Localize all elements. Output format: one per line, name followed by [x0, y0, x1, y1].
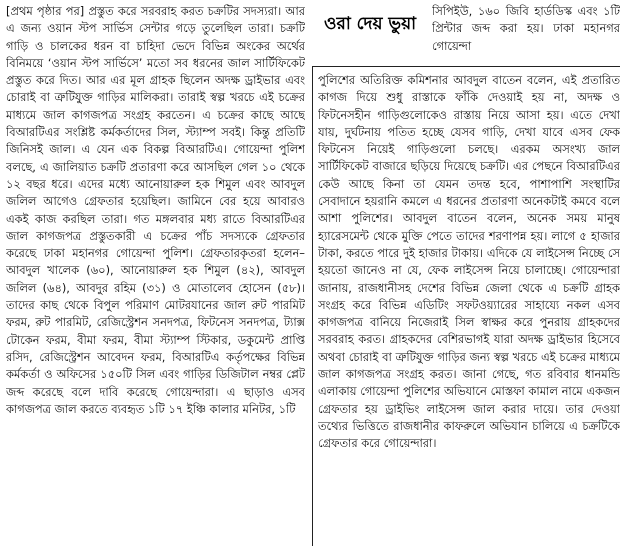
box-left-rule — [312, 66, 313, 546]
headline: ওরা দেয় ভুয়া — [323, 14, 417, 34]
right-column-text: পুলিশের অতিরিক্ত কমিশনার আবদুল বাতেন বলেন, এই প্রতারিত কাগজ দিয়ে শুধু রাস্তাকে ফাঁকি দেওয়াই হয় না, অদক্ষ ও ফিটনেসহীন গাড়িগুলোকেও রাস্তায় নিয়ে আসা হয়। এতে দেখা যায়, দুর্ঘটনায় পতিত হচ্ছে যেসব গাড়ি, দেখা যাবে এসব ফেক ফিটনেস নিয়েই গাড়িগুলো চলছে। এরকম অসংখ্য জাল সার্টিফিকেট বাজারে ছড়িয়ে দিয়েছে চক্রটি। এর পেছনে বিআরটিএর কেউ আছে কিনা তা যেমন তদন্ত হবে, পাশাপাশি সংস্থাটির সেবাদানে হয়রানি কমলে এ ধরনের প্রতারণা অনেকটাই কমবে বলে আশা পুলিশের। আবদুল বাতেন বলেন, অনেক সময় মানুষ হ্যারেসমেন্ট থেকে মুক্তি পেতে তাদের শরণাপন্ন হয়। লাগে ৫ হাজার টাকা, করতে পারে দুই হাজার টাকায়। এদিকে যে লাইসেন্স নিচ্ছে সে হয়তো জানেও না যে, ফেক লাইসেন্স নিয়ে চালাচ্ছে। গোয়েন্দারা জানায়, রাজধানীসহ দেশের বিভিন্ন জেলা থেকে এ চক্রটি গ্রাহক সংগ্রহ করে বিভিন্ন এডিটিং সফটওয়্যারের সাহায্যে নকল এসব কাগজপত্র বানিয়ে নিজেরাই সিল স্বাক্ষর করে পুনরায় গ্রাহকদের সরবরাহ করত। গ্রাহকদের বেশিরভাগই যারা অদক্ষ ড্রাইভার হিসেবে অথবা চোরাই বা ত্রুটিযুক্ত গাড়ির জন্য স্বল্প খরচে এই চক্রের মাধ্যমে জাল কাগজপত্র সংগ্রহ করত। জানা গেছে, গত রবিবার ধানমন্ডি এলাকায় গোয়েন্দা পুলিশের অভিযানে মোস্তফা কামাল নামে একজন গ্রেফতার হয় ড্রাইভিং লাইসেন্স জাল করার দায়ে। তার দেওয়া তথ্যের ভিত্তিতে রাজধানীর কাফরুলে অভিযান চালিয়ে এ চক্রটিকে গ্রেফতার করে গোয়েন্দারা। — [318, 73, 620, 451]
article-left-column — [6, 3, 305, 547]
article-right-top-column — [432, 3, 620, 71]
article-right-column — [318, 72, 620, 546]
box-top-rule — [313, 66, 620, 67]
right-top-column-text: সিপিইউ, ১৬০ জিবি হার্ডডিস্ক এবং ১টি প্রিন্টার জব্দ করা হয়। ঢাকা মহানগর গোয়েন্দা — [432, 4, 620, 53]
left-column-text: [প্রথম পৃষ্ঠার পর] প্রস্তুত করে সরবরাহ করত চক্রটির সদস্যরা। আর এ জন্য ওয়ান স্টপ সার্ভিস সেন্টার গড়ে তুলেছিল তারা। চক্রটি গাড়ি ও চালকের ধরন বা চাহিদা ভেদে বিভিন্ন অংকের অর্থের বিনিময়ে ‘ওয়ান স্টপ সার্ভিসে’ মতো সব ধরনের জাল সার্টিফিকেট প্রস্তুত করে দিত। আর এর মূল গ্রাহক ছিলেন অদক্ষ ড্রাইভার এবং চোরাই বা ত্রুটিযুক্ত গাড়ির মালিকরা। তারাই স্বল্প খরচে এই চক্রের মাধ্যমে জাল কাগজপত্র সংগ্রহ করতেন। এ চক্রের কাছে আছে বিআরটিএর সংশ্লিষ্ট কর্মকর্তাদের সিল, স্ট্যাম্প সবই। কিন্তু প্রতিটি জিনিসই জাল। এ যেন এক বিকল্প বিআরটিএ। গোয়েন্দা পুলিশ বলছে, এ জালিয়াত চক্রটি প্রতারণা করে আসছিল গেল ১০ থেকে ১২ বছর ধরে। এদের মধ্যে আনোয়ারুল হক শিমুল এবং আবদুল জলিল আগেও গ্রেফতার হয়েছিল। জামিনে বের হয়ে আবারও একই কাজ করছিল তারা। গত মঙ্গলবার মধ্য রাতে বিআরটিএর জাল কাগজপত্র প্রস্তুতকারী এ চক্রের পাঁচ সদস্যকে গ্রেফতার করেছে ঢাকা মহানগর গোয়েন্দা পুলিশ। গ্রেফতারকৃতরা হলেন– আবদুল খালেক (৬০), আনোয়ারুল হক শিমুল (৪২), আবদুল জলিল (৬৪), আবদুর রহিম (৩১) ও মোতালেব হোসেন (৫৮)। তাদের কাছ থেকে বিপুল পরিমাণ মোটরযানের জাল রুট পারমিট ফরম, রুট পারমিট, রেজিস্ট্রেশন সনদপত্র, ফিটনেস সনদপত্র, ট্যাক্স টোকেন ফরম, বীমা ফরম, বীমা স্ট্যাম্প স্টিকার, ডকুমেন্ট প্রাপ্তি রসিদ, রেজিস্ট্রেশন আবেদন ফরম, বিআরটিএ কর্তৃপক্ষের বিভিন্ন কর্মকর্তা ও অফিসের ১৫০টি সিল এবং গাড়ির ডিজিটাল নম্বর প্লেট জব্দ করেছে বলে দাবি করেছে গোয়েন্দারা। এ ছাড়াও এসব কাগজপত্র জাল করতে ব্যবহৃত ১টি ১৭ ইঞ্চি কালার মনিটর, ১টি — [6, 4, 305, 416]
